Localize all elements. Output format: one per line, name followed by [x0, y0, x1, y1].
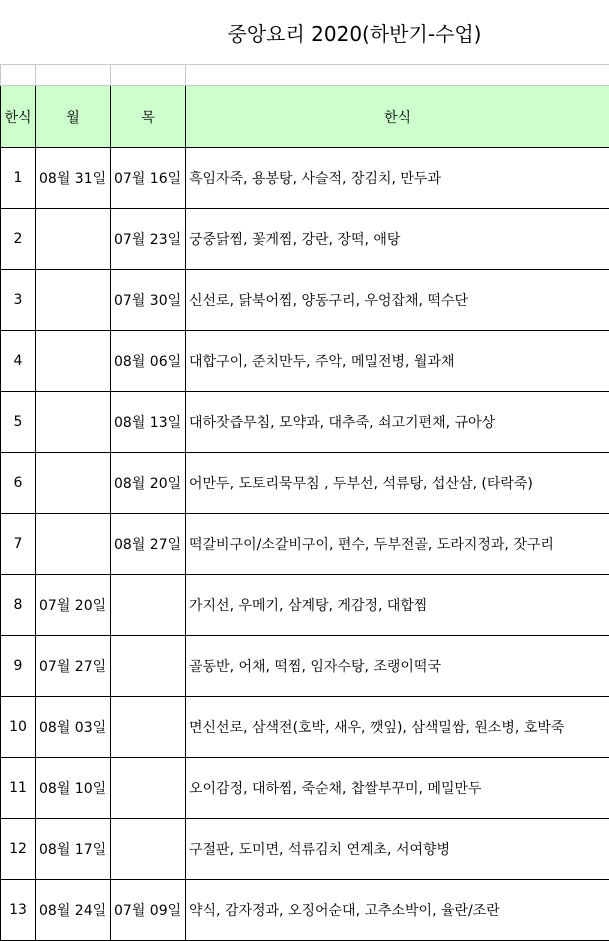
- table-row: [1, 331, 609, 392]
- thursday-date: 07월 30일: [111, 270, 186, 331]
- table-row: [1, 880, 609, 941]
- row-number: 11: [1, 758, 36, 819]
- header-monday: 월: [36, 86, 111, 148]
- table-row: [1, 270, 609, 331]
- table-row: [1, 819, 609, 880]
- thursday-date: 08월 06일: [111, 331, 186, 392]
- monday-date: [36, 514, 111, 575]
- thursday-date: 08월 27일: [111, 514, 186, 575]
- row-number: 12: [1, 819, 36, 880]
- header-thursday: 목: [111, 86, 186, 148]
- row-number: 7: [1, 514, 36, 575]
- monday-date: 07월 27일: [36, 636, 111, 697]
- monday-date: 07월 20일: [36, 575, 111, 636]
- monday-date: 08월 24일: [36, 880, 111, 941]
- thursday-date: 07월 16일: [111, 148, 186, 209]
- monday-date: 08월 03일: [36, 697, 111, 758]
- menu-items: 신선로, 닭북어찜, 양동구리, 우엉잡채, 떡수단: [186, 270, 609, 331]
- menu-items: 구절판, 도미면, 석류김치 연계초, 서여향병: [186, 819, 609, 880]
- menu-items: 가지선, 우메기, 삼계탕, 게감정, 대합찜: [186, 575, 609, 636]
- thursday-date: 07월 23일: [111, 209, 186, 270]
- monday-date: [36, 209, 111, 270]
- title-area: [0, 0, 609, 64]
- table-row: [1, 209, 609, 270]
- row-number: 10: [1, 697, 36, 758]
- header-menu: 한식: [186, 86, 609, 148]
- menu-items: 오이감정, 대하찜, 죽순채, 찹쌀부꾸미, 메밀만두: [186, 758, 609, 819]
- spacer-cell: [1, 65, 36, 86]
- menu-items: 면신선로, 삼색전(호박, 새우, 깻잎), 삼색밀쌈, 원소병, 호박죽: [186, 697, 609, 758]
- row-number: 1: [1, 148, 36, 209]
- table-row: [1, 697, 609, 758]
- menu-items: 약식, 감자정과, 오징어순대, 고추소박이, 율란/조란: [186, 880, 609, 941]
- monday-date: [36, 392, 111, 453]
- menu-items: 궁중닭찜, 꽃게찜, 강란, 장떡, 애탕: [186, 209, 609, 270]
- page-title: 중앙요리 2020(하반기-수업): [227, 22, 482, 46]
- thursday-date: 08월 20일: [111, 453, 186, 514]
- row-number: 5: [1, 392, 36, 453]
- spacer-cell: [36, 65, 111, 86]
- row-number: 6: [1, 453, 36, 514]
- menu-items: 떡갈비구이/소갈비구이, 편수, 두부전골, 도라지정과, 잣구리: [186, 514, 609, 575]
- header-no: 한식: [1, 86, 36, 148]
- spacer-cell: [111, 65, 186, 86]
- monday-date: [36, 331, 111, 392]
- table-row: [1, 514, 609, 575]
- thursday-date: [111, 758, 186, 819]
- row-number: 2: [1, 209, 36, 270]
- monday-date: 08월 10일: [36, 758, 111, 819]
- table-row: [1, 575, 609, 636]
- table-row: [1, 148, 609, 209]
- row-number: 4: [1, 331, 36, 392]
- row-number: 9: [1, 636, 36, 697]
- menu-items: 골동반, 어채, 떡찜, 임자수탕, 조랭이떡국: [186, 636, 609, 697]
- monday-date: 08월 17일: [36, 819, 111, 880]
- thursday-date: 08월 13일: [111, 392, 186, 453]
- monday-date: 08월 31일: [36, 148, 111, 209]
- monday-date: [36, 453, 111, 514]
- menu-items: 대하잣즙무침, 모약과, 대추죽, 쇠고기편채, 규아상: [186, 392, 609, 453]
- menu-items: 대합구이, 준치만두, 주악, 메밀전병, 월과채: [186, 331, 609, 392]
- thursday-date: [111, 819, 186, 880]
- row-number: 13: [1, 880, 36, 941]
- spacer-cell: [186, 65, 609, 86]
- table-row: [1, 636, 609, 697]
- thursday-date: [111, 636, 186, 697]
- thursday-date: [111, 575, 186, 636]
- table-row: [1, 453, 609, 514]
- header-row: [1, 86, 609, 148]
- table-row: [1, 392, 609, 453]
- thursday-date: 07월 09일: [111, 880, 186, 941]
- monday-date: [36, 270, 111, 331]
- row-number: 8: [1, 575, 36, 636]
- schedule-table: [0, 64, 609, 941]
- menu-items: 흑임자죽, 용봉탕, 사슬적, 장김치, 만두과: [186, 148, 609, 209]
- row-number: 3: [1, 270, 36, 331]
- spacer-row: [1, 65, 609, 86]
- thursday-date: [111, 697, 186, 758]
- menu-items: 어만두, 도토리묵무침 , 두부선, 석류탕, 섭산삼, (타락죽): [186, 453, 609, 514]
- table-row: [1, 758, 609, 819]
